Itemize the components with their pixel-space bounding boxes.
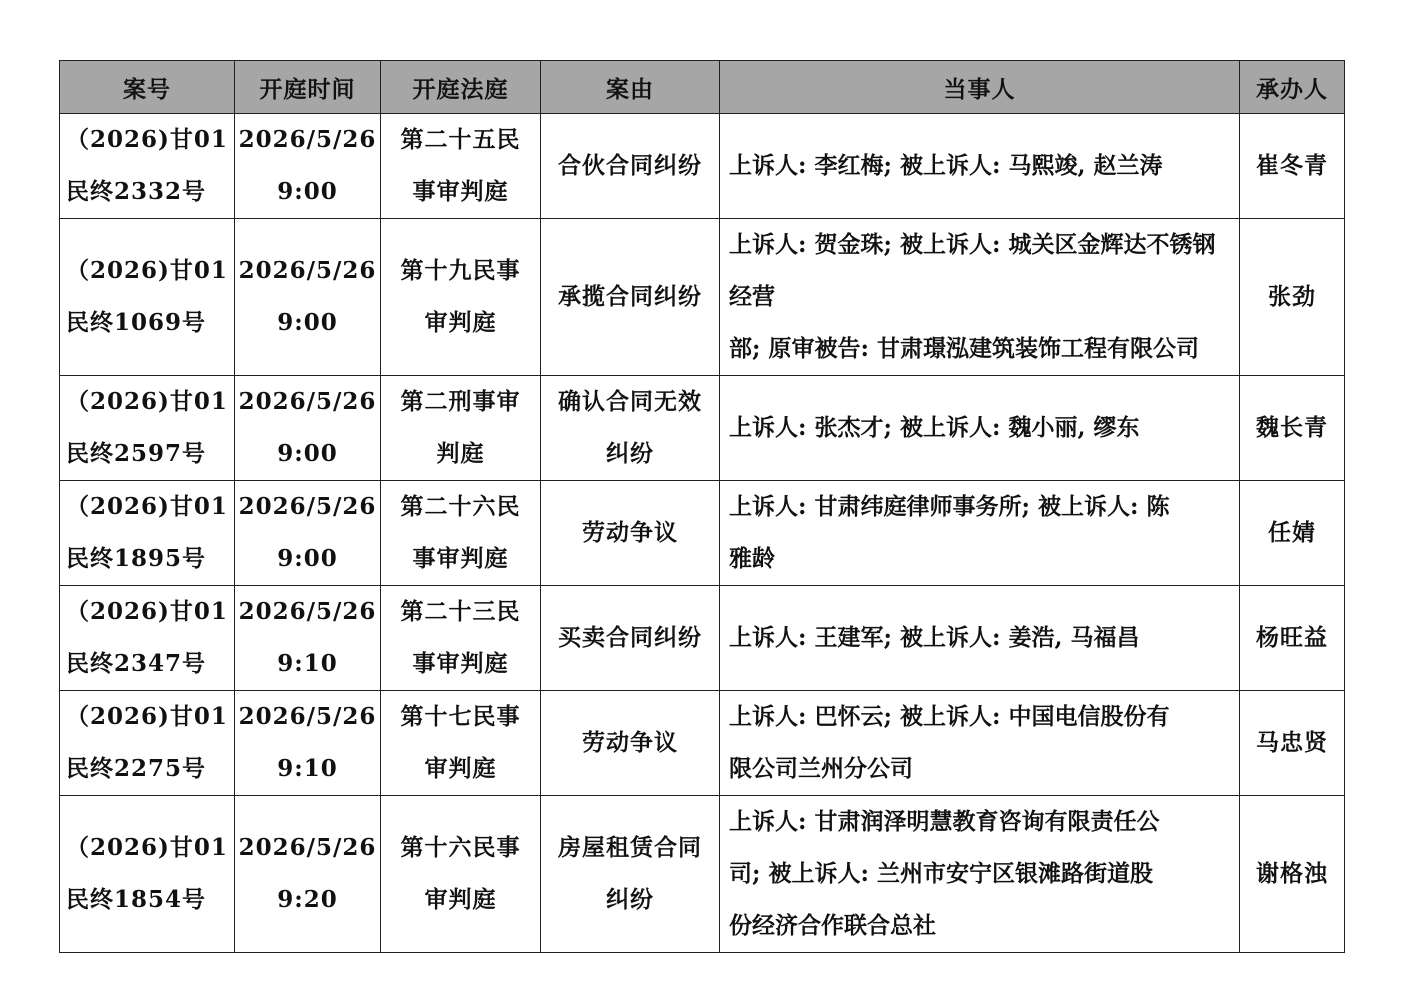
parties-cell-line: 司; 被上诉人: 兰州市安宁区银滩路街道股: [729, 860, 1153, 887]
parties-cell-line: 上诉人: 李红梅; 被上诉人: 马熙竣, 赵兰涛: [729, 152, 1163, 179]
courtroom-cell-line: 事审判庭: [412, 545, 509, 572]
courtroom-cell-line: 事审判庭: [412, 650, 509, 677]
hearing-time-cell-line: 9:10: [277, 650, 338, 677]
case-number-cell-line: 民终2332号: [66, 178, 207, 205]
parties-cell: [720, 481, 1240, 586]
parties-cell: [720, 114, 1240, 219]
table-row: [60, 481, 1345, 586]
table-row: [60, 796, 1345, 953]
case-number-cell-line: 民终1854号: [66, 886, 207, 913]
header-cause: 案由: [541, 61, 720, 114]
case-number-cell-line: （2026)甘01: [66, 703, 228, 730]
cause-cell: [541, 586, 720, 691]
parties-cell-line: 部; 原审被告: 甘肃璟泓建筑装饰工程有限公司: [729, 335, 1199, 362]
cause-cell-line: 纠纷: [606, 886, 654, 913]
courtroom-cell-line: 判庭: [436, 440, 485, 467]
parties-cell-line: 上诉人: 巴怀云; 被上诉人: 中国电信股份有: [729, 703, 1170, 730]
hearing-time-cell-line: 9:20: [277, 886, 338, 913]
header-judge: 承办人: [1240, 61, 1345, 114]
hearing-time-cell-line: 2026/5/26: [238, 257, 377, 284]
courtroom-cell-line: 第十九民事: [400, 257, 521, 284]
hearing-time-cell-line: 2026/5/26: [238, 834, 377, 861]
case-number-cell-line: （2026)甘01: [66, 126, 228, 153]
parties-cell-line: 上诉人: 王建军; 被上诉人: 姜浩, 马福昌: [729, 624, 1140, 651]
hearing-time-cell-line: 9:00: [277, 178, 338, 205]
case-number-cell-line: 民终2347号: [66, 650, 207, 677]
hearing-time-cell: [235, 219, 381, 376]
case-number-cell: [60, 796, 235, 953]
judge-cell: 张劲: [1240, 219, 1345, 376]
parties-cell-line: 上诉人: 甘肃纬庭律师事务所; 被上诉人: 陈: [729, 493, 1170, 520]
header-case-no: 案号: [60, 61, 235, 114]
courtroom-cell: [381, 376, 541, 481]
cause-cell: [541, 219, 720, 376]
parties-cell-line: 上诉人: 张杰才; 被上诉人: 魏小丽, 缪东: [729, 414, 1140, 441]
parties-cell-line: 上诉人: 甘肃润泽明慧教育咨询有限责任公: [729, 808, 1160, 835]
parties-cell-line: 份经济合作联合总社: [729, 912, 936, 939]
courtroom-cell-line: 审判庭: [424, 755, 497, 782]
hearing-schedule-table: [59, 60, 1345, 953]
hearing-time-cell-line: 9:00: [277, 309, 338, 336]
hearing-time-cell-line: 9:10: [277, 755, 338, 782]
parties-cell: [720, 691, 1240, 796]
parties-cell: [720, 219, 1240, 376]
cause-cell-line: 承揽合同纠纷: [558, 283, 702, 310]
judge-cell: 马忠贤: [1240, 691, 1345, 796]
parties-cell-line: 上诉人: 贺金珠; 被上诉人: 城关区金辉达不锈钢经营: [729, 231, 1216, 310]
courtroom-cell: [381, 586, 541, 691]
hearing-time-cell-line: 2026/5/26: [238, 388, 377, 415]
cause-cell-line: 房屋租赁合同: [558, 834, 702, 861]
cause-cell-line: 合伙合同纠纷: [558, 152, 702, 179]
cause-cell: [541, 796, 720, 953]
header-courtroom: 开庭法庭: [381, 61, 541, 114]
table-row: [60, 586, 1345, 691]
courtroom-cell: [381, 219, 541, 376]
hearing-time-cell: [235, 691, 381, 796]
judge-cell: 崔冬青: [1240, 114, 1345, 219]
table-row: [60, 376, 1345, 481]
courtroom-cell: [381, 796, 541, 953]
hearing-time-cell-line: 2026/5/26: [238, 493, 377, 520]
courtroom-cell-line: 审判庭: [424, 886, 497, 913]
parties-cell: [720, 796, 1240, 953]
case-number-cell: [60, 586, 235, 691]
courtroom-cell-line: 第二十六民: [400, 493, 521, 520]
case-number-cell: [60, 219, 235, 376]
judge-cell: 谢格浊: [1240, 796, 1345, 953]
judge-cell: 杨旺益: [1240, 586, 1345, 691]
cause-cell: [541, 114, 720, 219]
courtroom-cell-line: 事审判庭: [412, 178, 509, 205]
cause-cell-line: 劳动争议: [582, 729, 678, 756]
header-row: [60, 61, 1345, 114]
courtroom-cell-line: 第二十三民: [400, 598, 521, 625]
courtroom-cell: [381, 481, 541, 586]
hearing-time-cell: [235, 796, 381, 953]
table-row: [60, 114, 1345, 219]
parties-cell: [720, 376, 1240, 481]
case-number-cell-line: 民终2275号: [66, 755, 207, 782]
cause-cell-line: 买卖合同纠纷: [558, 624, 702, 651]
courtroom-cell-line: 第二十五民: [400, 126, 521, 153]
header-hearing-time: 开庭时间: [235, 61, 381, 114]
courtroom-cell: [381, 114, 541, 219]
courtroom-cell-line: 审判庭: [424, 309, 497, 336]
case-number-cell-line: （2026)甘01: [66, 834, 228, 861]
case-number-cell-line: 民终2597号: [66, 440, 207, 467]
cause-cell-line: 确认合同无效: [558, 388, 702, 415]
cause-cell: [541, 376, 720, 481]
parties-cell: [720, 586, 1240, 691]
table-row: [60, 219, 1345, 376]
courtroom-cell: [381, 691, 541, 796]
hearing-time-cell-line: 9:00: [277, 440, 338, 467]
hearing-time-cell-line: 2026/5/26: [238, 126, 377, 153]
case-number-cell: [60, 691, 235, 796]
table-row: [60, 691, 1345, 796]
case-number-cell-line: 民终1895号: [66, 545, 207, 572]
case-number-cell-line: （2026)甘01: [66, 257, 228, 284]
hearing-time-cell: [235, 586, 381, 691]
judge-cell: 魏长青: [1240, 376, 1345, 481]
case-number-cell-line: （2026)甘01: [66, 388, 228, 415]
cause-cell: [541, 481, 720, 586]
case-number-cell: [60, 376, 235, 481]
judge-cell: 任婧: [1240, 481, 1345, 586]
cause-cell-line: 纠纷: [606, 440, 654, 467]
case-number-cell-line: （2026)甘01: [66, 598, 228, 625]
hearing-time-cell-line: 2026/5/26: [238, 703, 377, 730]
courtroom-cell-line: 第十六民事: [400, 834, 521, 861]
courtroom-cell-line: 第二刑事审: [400, 388, 521, 415]
hearing-time-cell: [235, 114, 381, 219]
parties-cell-line: 限公司兰州分公司: [729, 755, 913, 782]
cause-cell-line: 劳动争议: [582, 519, 678, 546]
hearing-time-cell-line: 2026/5/26: [238, 598, 377, 625]
hearing-time-cell: [235, 376, 381, 481]
cause-cell: [541, 691, 720, 796]
case-number-cell-line: （2026)甘01: [66, 493, 228, 520]
parties-cell-line: 雅龄: [729, 545, 775, 572]
courtroom-cell-line: 第十七民事: [400, 703, 521, 730]
hearing-time-cell-line: 9:00: [277, 545, 338, 572]
case-number-cell: [60, 481, 235, 586]
hearing-time-cell: [235, 481, 381, 586]
case-number-cell: [60, 114, 235, 219]
header-parties: 当事人: [720, 61, 1240, 114]
case-number-cell-line: 民终1069号: [66, 309, 207, 336]
